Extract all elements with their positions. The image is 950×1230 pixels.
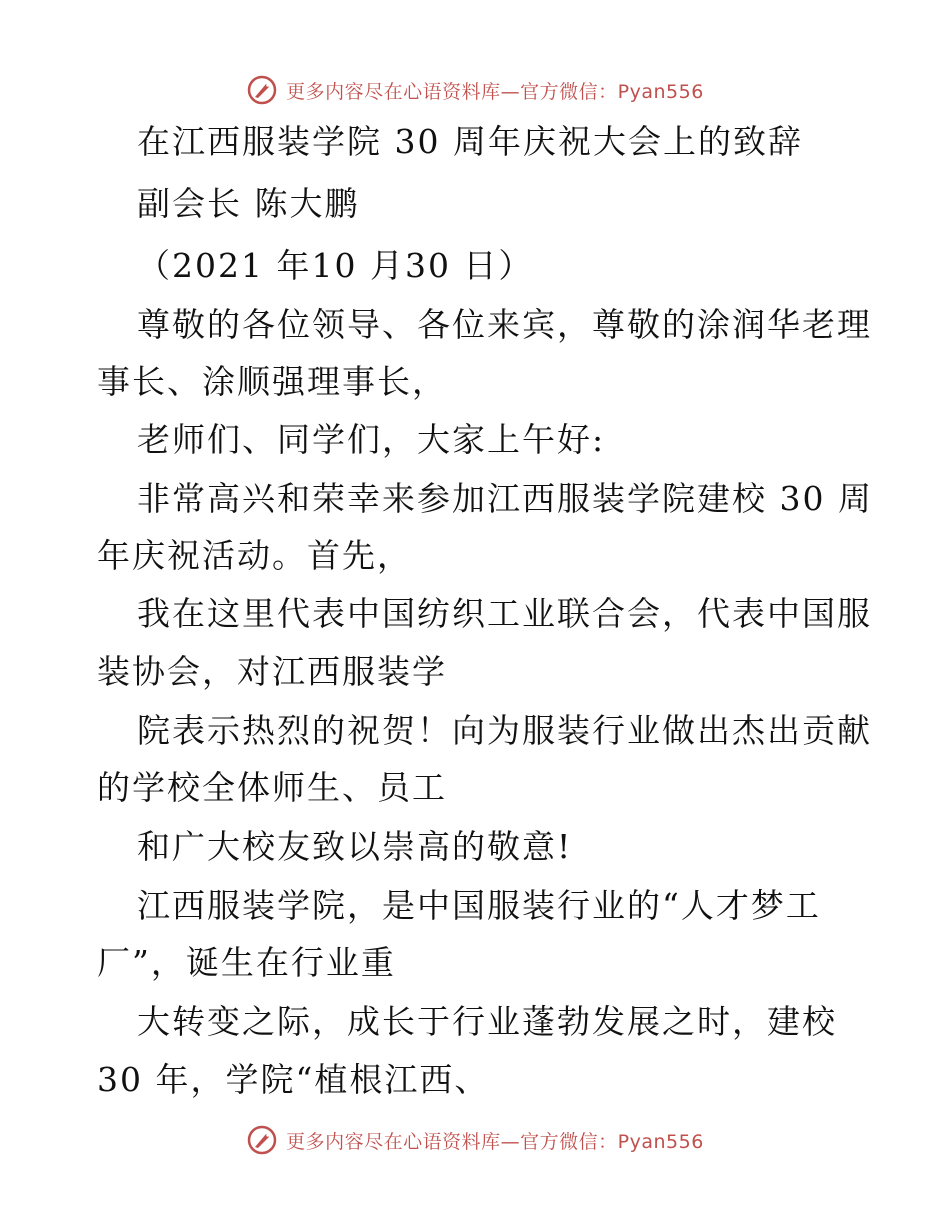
text-line: 厂”，诞生在行业重 [97, 943, 396, 982]
date-line: （2021 年10 月30 日） [137, 246, 534, 285]
text-line: 事长、涂顺强理事长， [97, 362, 447, 401]
pen-nib-logo-icon [246, 1124, 278, 1156]
watermark-text: 更多内容尽在心语资料库—官方微信：Pyan556 [286, 80, 704, 103]
text-line: 大转变之际，成长于行业蓬勃发展之时，建校 [137, 1002, 837, 1041]
text-line: 和广大校友致以崇高的敬意! [137, 827, 573, 866]
watermark-header [0, 70, 950, 110]
speech-title: 在江西服装学院 30 周年庆祝大会上的致辞 [137, 122, 803, 161]
text-line: 江西服装学院，是中国服装行业的“人才梦工 [137, 886, 821, 925]
text-line: 我在这里代表中国纺织工业联合会，代表中国服 [137, 594, 872, 633]
text-line: 院表示热烈的祝贺！向为服装行业做出杰出贡献 [137, 711, 872, 750]
text-line: 装协会，对江西服装学 [97, 652, 447, 691]
text-line: 非常高兴和荣幸来参加江西服装学院建校 30 周 [137, 479, 873, 518]
pen-nib-logo-icon [246, 74, 278, 106]
watermark-text: 更多内容尽在心语资料库—官方微信：Pyan556 [286, 1130, 704, 1153]
text-line: 尊敬的各位领导、各位来宾，尊敬的涂润华老理 [137, 305, 872, 344]
text-line: 老师们、同学们，大家上午好: [137, 420, 606, 459]
text-line: 年庆祝活动。首先， [97, 536, 412, 575]
watermark-footer [0, 1120, 950, 1160]
text-line: 的学校全体师生、员工 [97, 768, 447, 807]
speaker-line: 副会长 陈大鹏 [137, 184, 360, 223]
text-line: 30 年，学院“植根江西、 [97, 1060, 490, 1099]
